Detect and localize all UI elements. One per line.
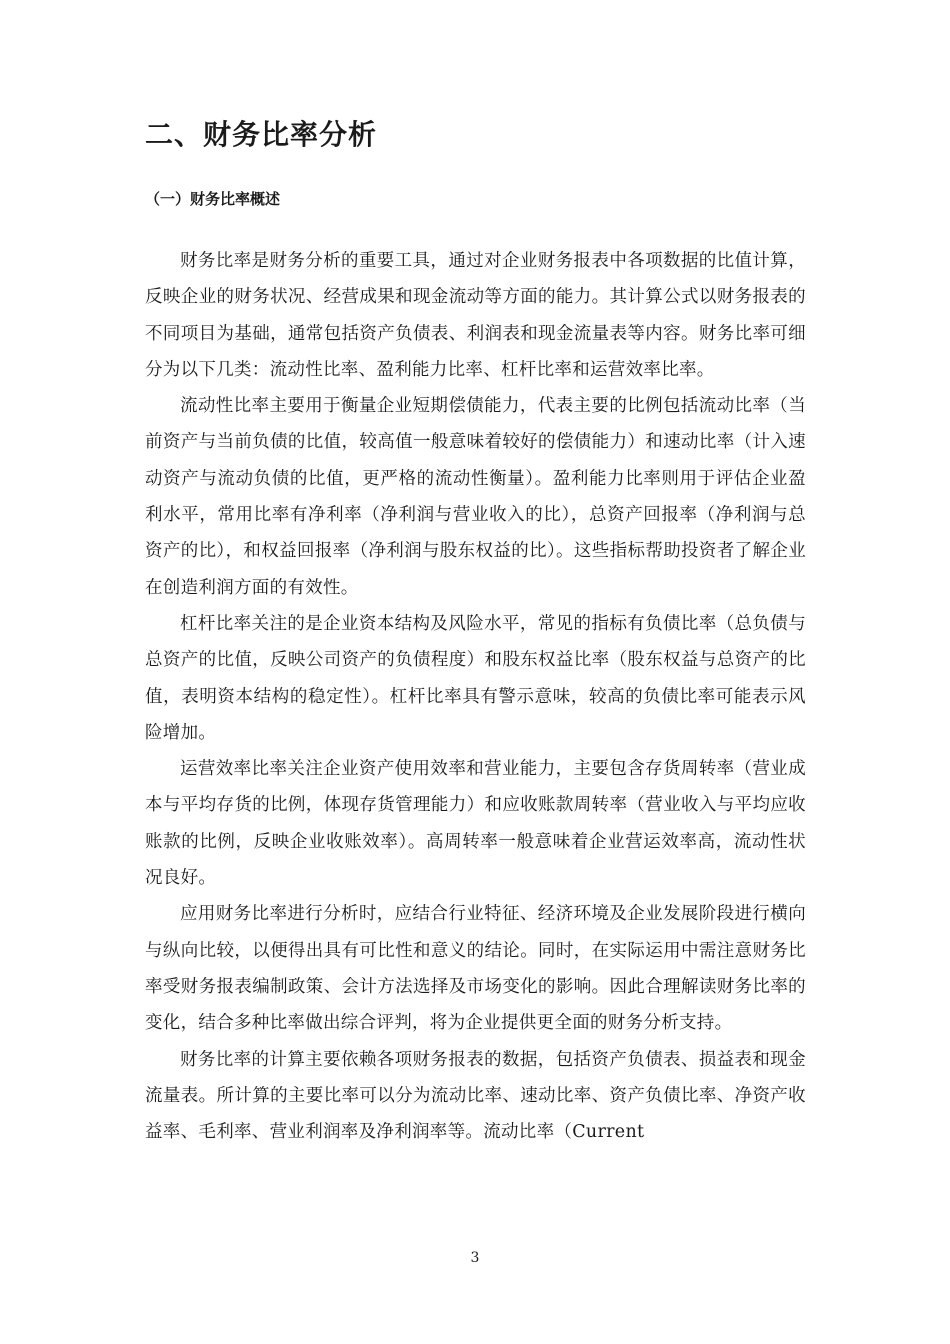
paragraph-application: 应用财务比率进行分析时，应结合行业特征、经济环境及企业发展阶段进行横向与纵向比较，以便得出具有可比性和意义的结论。同时，在实际运用中需注意财务比率受财务报表编制政策、会计方法选择及市场变化的影响。因此合理解读财务比率的变化，结合多种比率做出综合评判，将为企业提供更全面的财务分析支持。 [145,904,806,1034]
paragraph-liquidity: 流动性比率主要用于衡量企业短期偿债能力，代表主要的比例包括流动比率（当前资产与当前负债的比值，较高值一般意味着较好的偿债能力）和速动比率（计入速动资产与流动负债的比值，更严格的流动性衡量）。盈利能力比率则用于评估企业盈利水平，常用比率有净利率（净利润与营业收入的比），总资产回报率（净利润与总资产的比），和权益回报率（净利润与股东权益的比）。这些指标帮助投资者了解企业在创造利润方面的有效性。 [145,396,806,598]
section-title: 二、财务比率分析 [145,118,378,151]
paragraph-leverage: 杠杆比率关注的是企业资本结构及风险水平，常见的指标有负债比率（总负债与总资产的比值，反映公司资产的负债程度）和股东权益比率（股东权益与总资产的比值，表明资本结构的稳定性）。杠杆比率具有警示意味，较高的负债比率可能表示风险增加。 [145,613,806,743]
page-number: 3 [470,1250,480,1266]
paragraph-efficiency: 运营效率比率关注企业资产使用效率和营业能力，主要包含存货周转率（营业成本与平均存货的比例，体现存货管理能力）和应收账款周转率（营业收入与平均应收账款的比例，反映企业收账效率）。高周转率一般意味着企业营运效率高，流动性状况良好。 [145,759,806,889]
subsection-title: （一）财务比率概述 [145,190,281,208]
paragraph-overview: 财务比率是财务分析的重要工具，通过对企业财务报表中各项数据的比值计算，反映企业的财务状况、经营成果和现金流动等方面的能力。其计算公式以财务报表的不同项目为基础，通常包括资产负债表、利润表和现金流量表等内容。财务比率可细分为以下几类：流动性比率、盈利能力比率、杠杆比率和运营效率比率。 [145,251,806,380]
body-text [145,243,806,1150]
page-content [145,113,806,1150]
paragraph-calculation: 财务比率的计算主要依赖各项财务报表的数据，包括资产负债表、损益表和现金流量表。所计算的主要比率可以分为流动比率、速动比率、资产负债比率、净资产收益率、毛利率、营业利润率及净利润率等。流动比率（Current [145,1049,806,1143]
